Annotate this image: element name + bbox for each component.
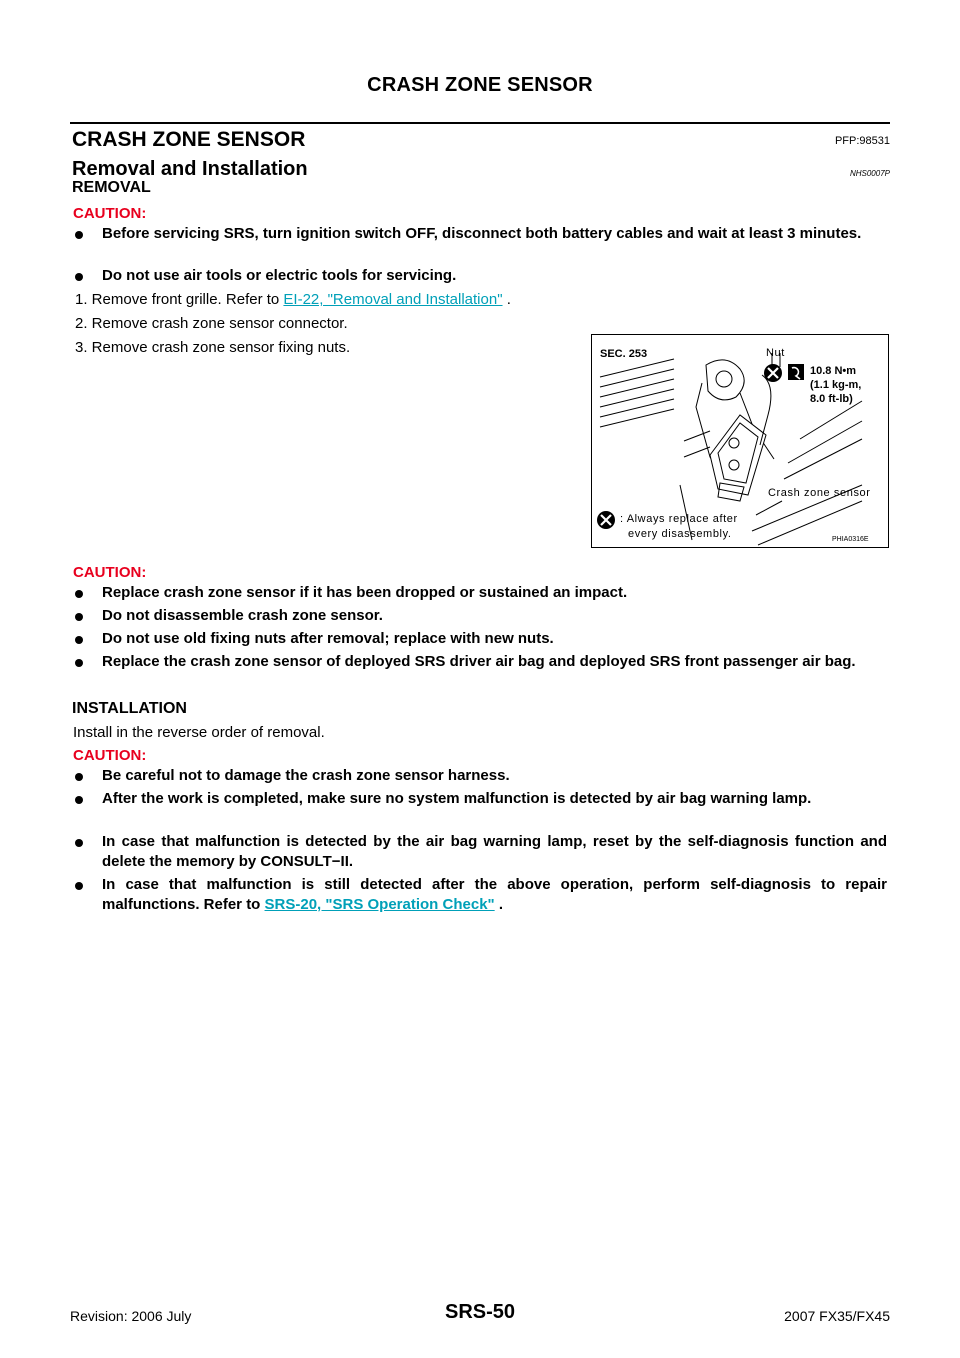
removal-caution-2: Do not use air tools or electric tools for servicing. [75,266,887,286]
legend-replace-icon [597,511,615,529]
installation-caution-2: After the work is completed, make sure no system malfunction is detected by air bag warning lamp. [75,789,887,809]
removal-caution-label: CAUTION: [73,205,147,222]
figure-code: PHIA0316E [832,536,869,543]
footer-page-number: SRS-50 [444,1301,516,1323]
installation-caution-1: Be careful not to damage the crash zone sensor harness. [75,766,887,786]
installation-caution-4: In case that malfunction is still detected after the above operation, perform self-diagnosis to repair malfunctions. Refer to SRS-20, "SRS Operation Check" . [75,875,887,915]
bullet-icon [75,882,83,890]
removal-caution2-4: Replace the crash zone sensor of deployed SRS driver air bag and deployed SRS front passenger air bag. [75,652,887,672]
link-ei-22[interactable]: EI-22, "Removal and Installation" [283,291,503,308]
replace-part-icon [764,364,782,382]
installation-text: Install in the reverse order of removal. [73,724,325,741]
bullet-icon [75,636,83,644]
pfp-code: PFP:98531 [834,135,890,147]
bullet-icon [75,796,83,804]
figure-replace-line2: every disassembly. [628,528,732,540]
bullet-icon [75,273,83,281]
removal-caution2-1: Replace crash zone sensor if it has been dropped or sustained an impact. [75,583,887,603]
figure-torque-nm: 10.8 N•m [810,365,857,377]
crash-zone-sensor-figure [591,334,889,548]
figure-replace-line1: : Always replace after [620,513,738,525]
removal-step-3: 3. Remove crash zone sensor fixing nuts. [75,339,351,356]
bullet-icon [75,590,83,598]
link-srs-20[interactable]: SRS-20, "SRS Operation Check" [264,896,495,913]
section-code: NHS0007P [849,169,890,178]
footer-revision: Revision: 2006 July [70,1308,192,1324]
figure-torque-kgm: (1.1 kg-m, [810,379,862,391]
removal-caution2-label: CAUTION: [73,564,147,581]
figure-torque-ftlb: 8.0 ft-lb) [810,393,853,405]
bullet-icon [75,839,83,847]
installation-caution-3: In case that malfunction is detected by the air bag warning lamp, reset by the self-diagnosis function and delete the memory by CONSULT−II. [75,832,887,872]
header-rule [70,122,890,124]
figure-sensor-label: Crash zone sensor [768,487,871,499]
installation-caution-label: CAUTION: [73,747,147,764]
torque-wrench-icon [788,364,804,380]
page-header-title: CRASH ZONE SENSOR [367,74,593,96]
removal-caution-1: Before servicing SRS, turn ignition switch OFF, disconnect both battery cables and wait at least 3 minutes. [75,224,887,244]
figure-nut-label: Nut [766,347,785,359]
bullet-icon [75,773,83,781]
removal-caution2-2: Do not disassemble crash zone sensor. [75,606,887,626]
footer-model: 2007 FX35/FX45 [784,1308,890,1324]
bullet-icon [75,613,83,621]
bullet-icon [75,659,83,667]
removal-step-2: 2. Remove crash zone sensor connector. [75,315,348,332]
figure-sec-label: SEC. 253 [600,348,648,360]
removal-heading: REMOVAL [72,179,151,196]
installation-heading: INSTALLATION [72,700,187,717]
removal-step-1: 1. Remove front grille. Refer to EI-22, "Removal and Installation" . [75,291,511,308]
bullet-icon [75,231,83,239]
section-subtitle: Removal and Installation [72,158,308,180]
removal-caution2-3: Do not use old fixing nuts after removal; replace with new nuts. [75,629,887,649]
section-title: CRASH ZONE SENSOR [72,128,306,151]
